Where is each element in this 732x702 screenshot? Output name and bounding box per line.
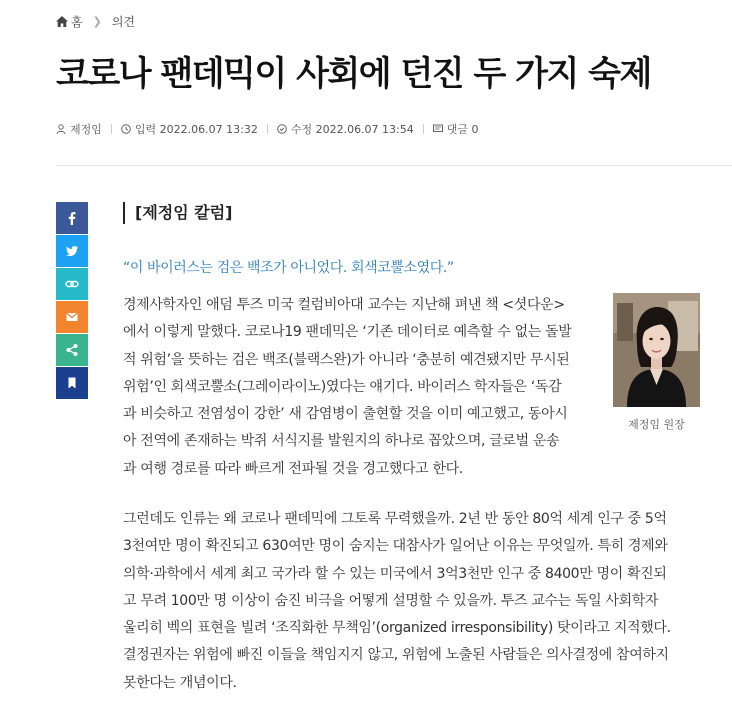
paragraph-line: 울리히 벡의 표현을 빌려 ‘조직화한 무책임’(organized irresponsibility) 탓이라고 지적했다. [123,620,671,637]
paragraph-line: 그런데도 인류는 왜 코로나 팬데믹에 그토록 무력했을까. 2년 반 동안 80억 세계 인구 중 5억 [123,511,667,527]
home-icon[interactable] [56,16,68,27]
email-share-button[interactable] [56,301,88,333]
header-divider [56,165,732,166]
article-meta [56,121,479,137]
clock-icon [121,124,131,134]
column-label: [제정임 칼럼] [123,202,232,224]
breadcrumb [56,12,135,30]
published-date: 입력 2022.06.07 13:32 [134,123,258,136]
paragraph-line: 의학·과학에서 세계 최고 국가라 할 수 있는 미국에서 3억3천만 인구 중 8400만 명이 확진되 [123,565,667,582]
twitter-icon [65,244,79,258]
meta-divider [267,124,268,134]
email-icon [65,310,79,324]
link-icon [65,277,79,291]
paragraph-line: 에서 이렇게 말했다. 코로나19 팬데믹은 ‘기존 데이터로 예측할 수 없는 돌발 [123,324,572,341]
modified-date: 수정 2022.06.07 13:54 [290,123,414,136]
copy-link-button[interactable] [56,268,88,300]
paragraph-line: 아 전역에 존재하는 박쥐 서식지를 발원지의 하나로 꼽았으며, 글로벌 운송 [123,433,560,450]
author-photo [613,293,700,407]
chevron-right-icon: ❯ [92,14,102,28]
page-title: 코로나 팬데믹이 사회에 던진 두 가지 숙제 [56,54,651,94]
more-share-button[interactable] [56,334,88,366]
paragraph-line: 적 위험’을 뜻하는 검은 백조(블랙스완)가 아니라 ‘충분히 예견됐지만 무시된 [123,351,570,368]
paragraph-line: 3천여만 명이 확진되고 630여만 명이 숨지는 대참사가 일어난 이유는 무엇일까. 특히 경제와 [123,538,668,555]
meta-divider [423,124,424,134]
paragraph-line: 못한다는 개념이다. [123,674,237,691]
facebook-share-button[interactable] [56,202,88,234]
paragraph-line: 과 비슷하고 전염성이 강한’ 새 감염병이 출현할 것을 이미 예고했고, 동아시 [123,406,568,423]
share-bar [56,202,88,400]
paragraph-line: 결정권자는 위험에 빠진 이들을 책임지지 않고, 위험에 노출된 사람들은 의사결정에 참여하지 [123,647,669,664]
bookmark-icon [65,376,79,390]
article-paragraph-1 [123,292,603,483]
lead-quote: “이 바이러스는 검은 백조가 아니었다. 회색코뿔소였다.” [123,260,454,276]
paragraph-line: 과 여행 경로를 따라 빠르게 전파될 것을 경고했다고 한다. [123,460,463,477]
paragraph-line: 경제사학자인 애덤 투즈 미국 컬럼비아대 교수는 지난해 펴낸 책 <셧다운> [123,297,565,313]
facebook-icon [65,211,79,225]
comment-icon [433,124,443,134]
twitter-share-button[interactable] [56,235,88,267]
author-photo-figure [613,293,700,432]
author-name[interactable]: 제정임 [70,123,102,136]
user-icon [56,124,66,134]
breadcrumb-section-link[interactable]: 의견 [111,14,135,29]
meta-divider [111,124,112,134]
bookmark-button[interactable] [56,367,88,399]
check-circle-icon [277,124,287,134]
breadcrumb-home-link[interactable]: 홈 [71,14,83,29]
paragraph-line: 위험’인 회색코뿔소(그레이라이노)였다는 얘기다. 바이러스 학자들은 ‘독감 [123,378,562,395]
share-icon [65,343,79,357]
article-paragraph-2 [123,506,713,697]
paragraph-line: 고 무려 100만 명 이상이 숨진 비극을 어떻게 설명할 수 있을까. 투즈 교수는 독일 사회학자 [123,592,659,609]
photo-caption: 제정임 원장 [628,418,685,431]
comment-count-link[interactable]: 댓글 0 [446,123,479,136]
